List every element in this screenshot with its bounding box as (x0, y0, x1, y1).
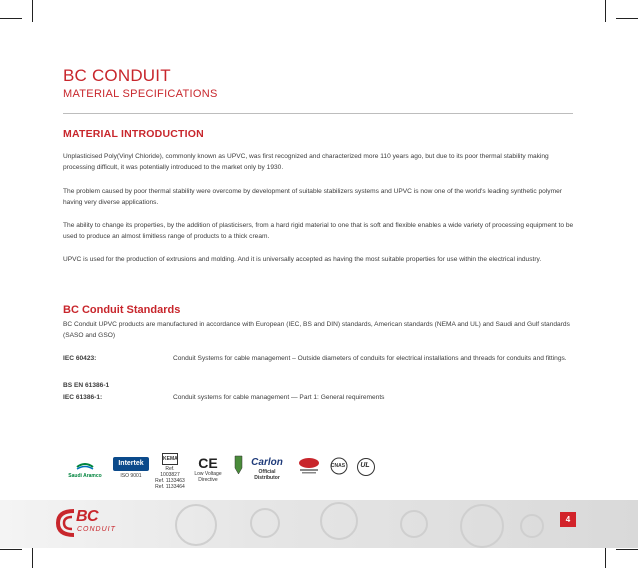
kema-ref-1: Ref. 1003827 (160, 466, 180, 478)
standard-row-iec-60423 (63, 353, 575, 375)
intertek-label: Intertek (113, 457, 149, 471)
cnas-logo (327, 457, 351, 477)
standard-row-iec-61386 (63, 392, 575, 403)
kema-ref-2: Ref. 1133463 (155, 478, 185, 484)
page-subtitle: MATERIAL SPECIFICATIONS (63, 88, 218, 100)
saudi-aramco-label: Saudi Aramco (68, 473, 102, 479)
red-badge-logo (295, 457, 323, 477)
footer-decoration (175, 504, 217, 546)
page-number-badge: 4 (560, 512, 576, 527)
footer-decoration (320, 502, 358, 540)
standard-code: IEC 61386-1: (63, 394, 103, 401)
standard-code: BS EN 61386-1 (63, 382, 110, 389)
standard-code: IEC 60423: (63, 355, 97, 362)
ul-logo (355, 457, 377, 479)
standard-description: Conduit systems for cable management — Part 1: General requirements (173, 394, 385, 401)
intertek-logo (113, 457, 149, 479)
standards-intro: BC Conduit UPVC products are manufactured in accordance with European (IEC, BS and DIN) standards, American standards (NEMA and UL) and Saudi and Gulf standards (SASO and GSO) (63, 321, 570, 339)
certification-badge-icon (297, 457, 321, 475)
footer-decoration (460, 504, 504, 548)
bc-logo-icon (54, 508, 76, 538)
standard-row-bs-en-61386 (63, 380, 575, 391)
logo-main-text: BC (76, 508, 99, 525)
intro-heading: MATERIAL INTRODUCTION (63, 128, 204, 140)
kema-logo (155, 453, 185, 490)
crop-mark (616, 549, 638, 550)
intertek-sub: ISO 9001 (120, 473, 142, 479)
saudi-aramco-logo (63, 459, 107, 479)
ul-label: UL (360, 462, 370, 469)
shield-icon (234, 455, 243, 475)
intro-paragraph-1: Unplasticised Poly(Vinyl Chloride), commonly known as UPVC, was first recognized and characterized more 110 years ago, but due to its poor thermal stability making processing difficult, it was potentially introduced to the market only by 1930. (63, 153, 549, 171)
page-title: BC CONDUIT (63, 66, 171, 85)
ce-logo (189, 455, 227, 483)
shield-badge (233, 455, 243, 477)
kema-ref-3: Ref. 1133464 (155, 484, 185, 490)
crop-mark (0, 18, 22, 19)
ce-label: CE (198, 455, 218, 471)
logo-sub-text: CONDUIT (77, 526, 116, 533)
intro-paragraph-4: UPVC is used for the production of extrusions and molding. And it is universally accepted as having the most suitable properties for use within the electrical industry. (63, 256, 542, 263)
bc-conduit-logo (54, 506, 134, 540)
crop-mark (0, 549, 22, 550)
certification-logos (63, 453, 383, 489)
crop-mark (605, 0, 606, 22)
carlon-label: Carlon (251, 457, 283, 468)
crop-mark (605, 546, 606, 568)
header-divider (63, 113, 573, 114)
saudi-aramco-icon (75, 459, 95, 471)
crop-mark (616, 18, 638, 19)
ce-sub: Low Voltage Directive (194, 471, 222, 483)
intro-paragraph-2: The problem caused by poor thermal stability were overcome by development of suitable stabilizers systems and UPVC is now one of the world's leading synthetic polymer having very diverse applications. (63, 188, 562, 206)
footer-decoration (400, 510, 428, 538)
standards-heading: BC Conduit Standards (63, 304, 181, 316)
standard-description: Conduit Systems for cable management – Outside diameters of conduits for electrical installations and threads for conduits and fittings. (173, 355, 567, 362)
carlon-logo (247, 457, 287, 481)
crop-mark (32, 546, 33, 568)
cnas-label: CNAS (330, 463, 346, 469)
carlon-sub: Official Distributor (254, 469, 280, 481)
footer-decoration (520, 514, 544, 538)
intro-paragraph-3: The ability to change its properties, by the addition of plasticisers, from a hard rigid material to one that is soft and flexible enables a wide variety of processing equipment to be used to produce an almost limitless range of products to a thick cream. (63, 222, 574, 240)
kema-label: KEMA (162, 453, 178, 465)
footer-decoration (250, 508, 280, 538)
crop-mark (32, 0, 33, 22)
